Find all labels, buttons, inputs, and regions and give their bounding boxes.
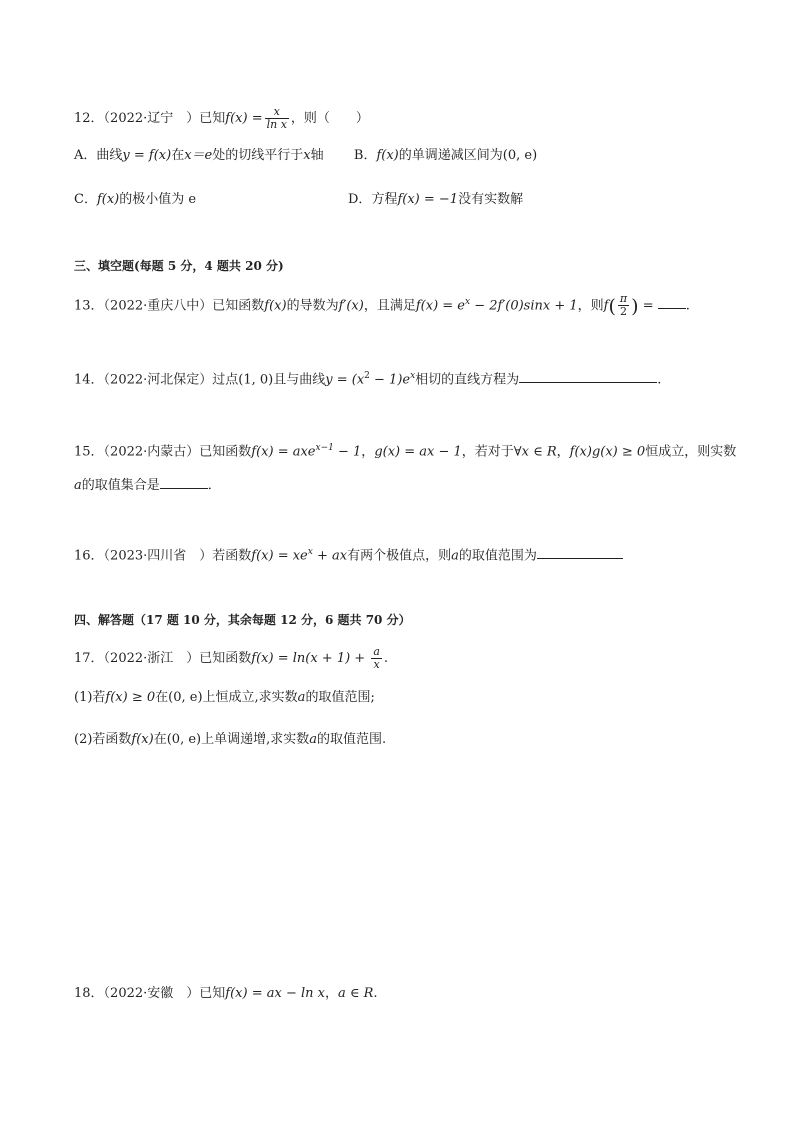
q16-exp: x [307,547,313,557]
q17-p1-math2: (0, e) [168,690,203,705]
q17-p2-text2: 在 [153,732,167,747]
q13-math2: f′(x) [338,298,364,314]
q14-math: (1, 0) [238,372,274,388]
q13-frac-den: 2 [620,305,628,319]
q13-paren-open: ( [608,295,616,318]
option-d-label: D． [348,192,372,207]
q17-p1-text: (1)若 [74,690,106,705]
q18-text: 已知 [199,986,226,1001]
q14-text: 过点 [212,372,239,388]
q15-text: 已知函数 [199,444,252,460]
q14-exp2: x [410,371,416,381]
q12-option-c [74,190,196,210]
q15-end: ． [207,478,221,493]
q16-number: 16． [74,548,104,564]
q17-number: 17． [74,651,104,666]
option-c-label: C． [74,192,97,207]
q15-var: a [74,478,82,493]
question-15 [74,438,736,462]
q12-number: 12． [74,111,104,126]
q12-options-row1 [74,146,537,166]
option-b-label: B． [353,148,377,163]
q15-source: （2022·内蒙古） [103,444,200,460]
q17-part-1 [74,688,375,708]
q17-frac-den: x [373,658,380,671]
q16-text: 若函数 [212,548,252,564]
section-3-heading: 三、填空题(每题 5 分，4 题共 20 分) [74,259,284,273]
q17-p1-math: f(x) ≥ 0 [105,690,156,705]
option-a-math: y = f(x) [122,148,172,163]
q12-post: ，则（ ） [290,111,369,126]
q18-number: 18． [74,986,104,1001]
q17-frac-num: a [373,645,380,658]
option-c-math: f(x) [96,192,120,207]
q18-math: f(x) = ax − ln x [225,986,325,1001]
q12-option-b [354,148,537,163]
q14-text2: 且与曲线 [273,372,326,388]
q15-number: 15． [74,444,104,460]
q15-math: f(x) = axe [251,444,316,460]
q13-math3: f(x) = e [415,298,465,314]
q12-frac-num: x [265,106,289,119]
q15-text2: ，若对于 [461,444,514,460]
q15-answer-blank[interactable] [160,476,208,489]
q16-source: （2023·四川省 ） [103,548,213,564]
option-b-math2: (0, e) [502,148,538,163]
q17-p2-text3: 上单调递增,求实数 [201,732,310,747]
q12-source: （2022·辽宁 ） [103,111,200,126]
q15-sep: ， [361,444,375,460]
question-15-line2 [74,476,221,496]
q17-source: （2022·浙江 ） [103,651,200,666]
q13-math4: − 2f′(0)sinx + 1 [470,298,578,314]
q16-answer-blank[interactable] [537,546,623,559]
q15-exp: x−1 [315,443,334,453]
option-d-text: 方程 [371,192,398,207]
q14-source: （2022·河北保定） [103,372,213,388]
q13-text4: ，则 [577,298,604,314]
q13-end: . [685,298,690,314]
q18-end: . [373,986,378,1001]
q13-fraction [618,293,629,318]
q14-math3: − 1)e [369,372,411,388]
option-b-math: f(x) [376,148,399,163]
option-a-text: 曲线 [96,148,123,163]
q17-p1-text3: 上恒成立,求实数 [202,690,298,705]
q17-text: 已知函数 [199,651,252,666]
q17-p2-math: f(x) [131,732,154,747]
q13-number: 13． [74,298,104,314]
q14-end: . [657,372,662,388]
q15-math2: − 1 [333,444,362,460]
q12-text: 已知 [199,111,226,126]
question-18 [74,984,378,1004]
q17-p1-var: a [297,690,306,705]
q15-sep2: ， [556,444,570,460]
option-a-text3: 处的切线平行于 [212,148,304,163]
q13-eq: = [638,298,658,314]
option-d-math: f(x) = −1 [397,192,459,207]
option-d-text2: 没有实数解 [458,192,524,207]
q17-p1-text4: 的取值范围; [305,690,375,705]
question-17 [74,646,388,671]
q16-math: f(x) = xe [251,548,308,564]
option-b-text: 的单调递减区间为 [398,148,503,163]
q16-text2: 有两个极值点，则 [347,548,452,564]
q14-math2: y = (x [325,372,365,388]
q17-p2-text4: 的取值范围. [317,732,387,747]
option-c-text: 的极小值为 e [119,192,197,207]
q14-text3: 相切的直线方程为 [415,372,520,388]
q13-answer-blank[interactable] [658,296,686,309]
q14-answer-blank[interactable] [519,370,657,383]
q12-option-d [348,190,523,210]
q16-var: a [451,548,459,564]
q17-part-2 [74,730,386,750]
q17-end: . [383,651,389,666]
q17-p2-text: (2)若函数 [74,732,132,747]
q15-text4: 的取值集合是 [81,478,160,493]
q13-source: （2022·重庆八中） [103,298,213,314]
q17-p1-text2: 在 [155,690,169,705]
q17-fraction [371,646,382,671]
q16-text3: 的取值范围为 [458,548,537,564]
q13-math5: f [603,298,609,314]
option-a-label: A． [74,148,97,163]
q16-math2: + ax [312,548,348,564]
option-a-math3: x [303,148,311,163]
option-a-text4: 轴 [310,148,324,163]
question-16 [74,542,623,566]
q17-p2-math2: (0, e) [166,732,202,747]
q13-text3: ，且满足 [363,298,416,314]
q13-math: f(x) [264,298,287,314]
q13-frac-num: π [619,292,628,306]
q15-text3: 恒成立，则实数 [645,444,737,460]
q13-paren-close: ) [631,295,639,318]
q15-math3: g(x) = ax − 1 [374,444,462,460]
q18-source: （2022·安徽 ） [103,986,200,1001]
question-13 [74,292,690,318]
q15-math4: ∀x ∈ R [513,444,557,460]
section-4-heading: 四、解答题（17 题 10 分，其余每题 12 分，6 题共 70 分） [74,613,411,627]
option-a-math2: x＝e [184,148,213,163]
q18-math2: a ∈ R [337,986,374,1001]
q12-frac-den: ln x [266,118,287,131]
q13-exp: x [465,297,471,307]
q14-number: 14． [74,372,104,388]
q12-option-a [74,148,324,163]
question-14 [74,366,661,390]
option-a-text2: 在 [171,148,185,163]
q13-text: 已知函数 [212,298,265,314]
q13-text2: 的导数为 [286,298,339,314]
q15-math5: f(x)g(x) ≥ 0 [569,444,646,460]
q12-func: f(x) = [225,111,263,126]
q12-fraction [265,106,289,131]
q14-exp: 2 [364,371,370,381]
q17-p2-var: a [309,732,318,747]
q18-sep: ， [324,986,338,1001]
q17-math: f(x) = ln(x + 1) + [251,651,370,666]
question-12 [74,106,369,131]
